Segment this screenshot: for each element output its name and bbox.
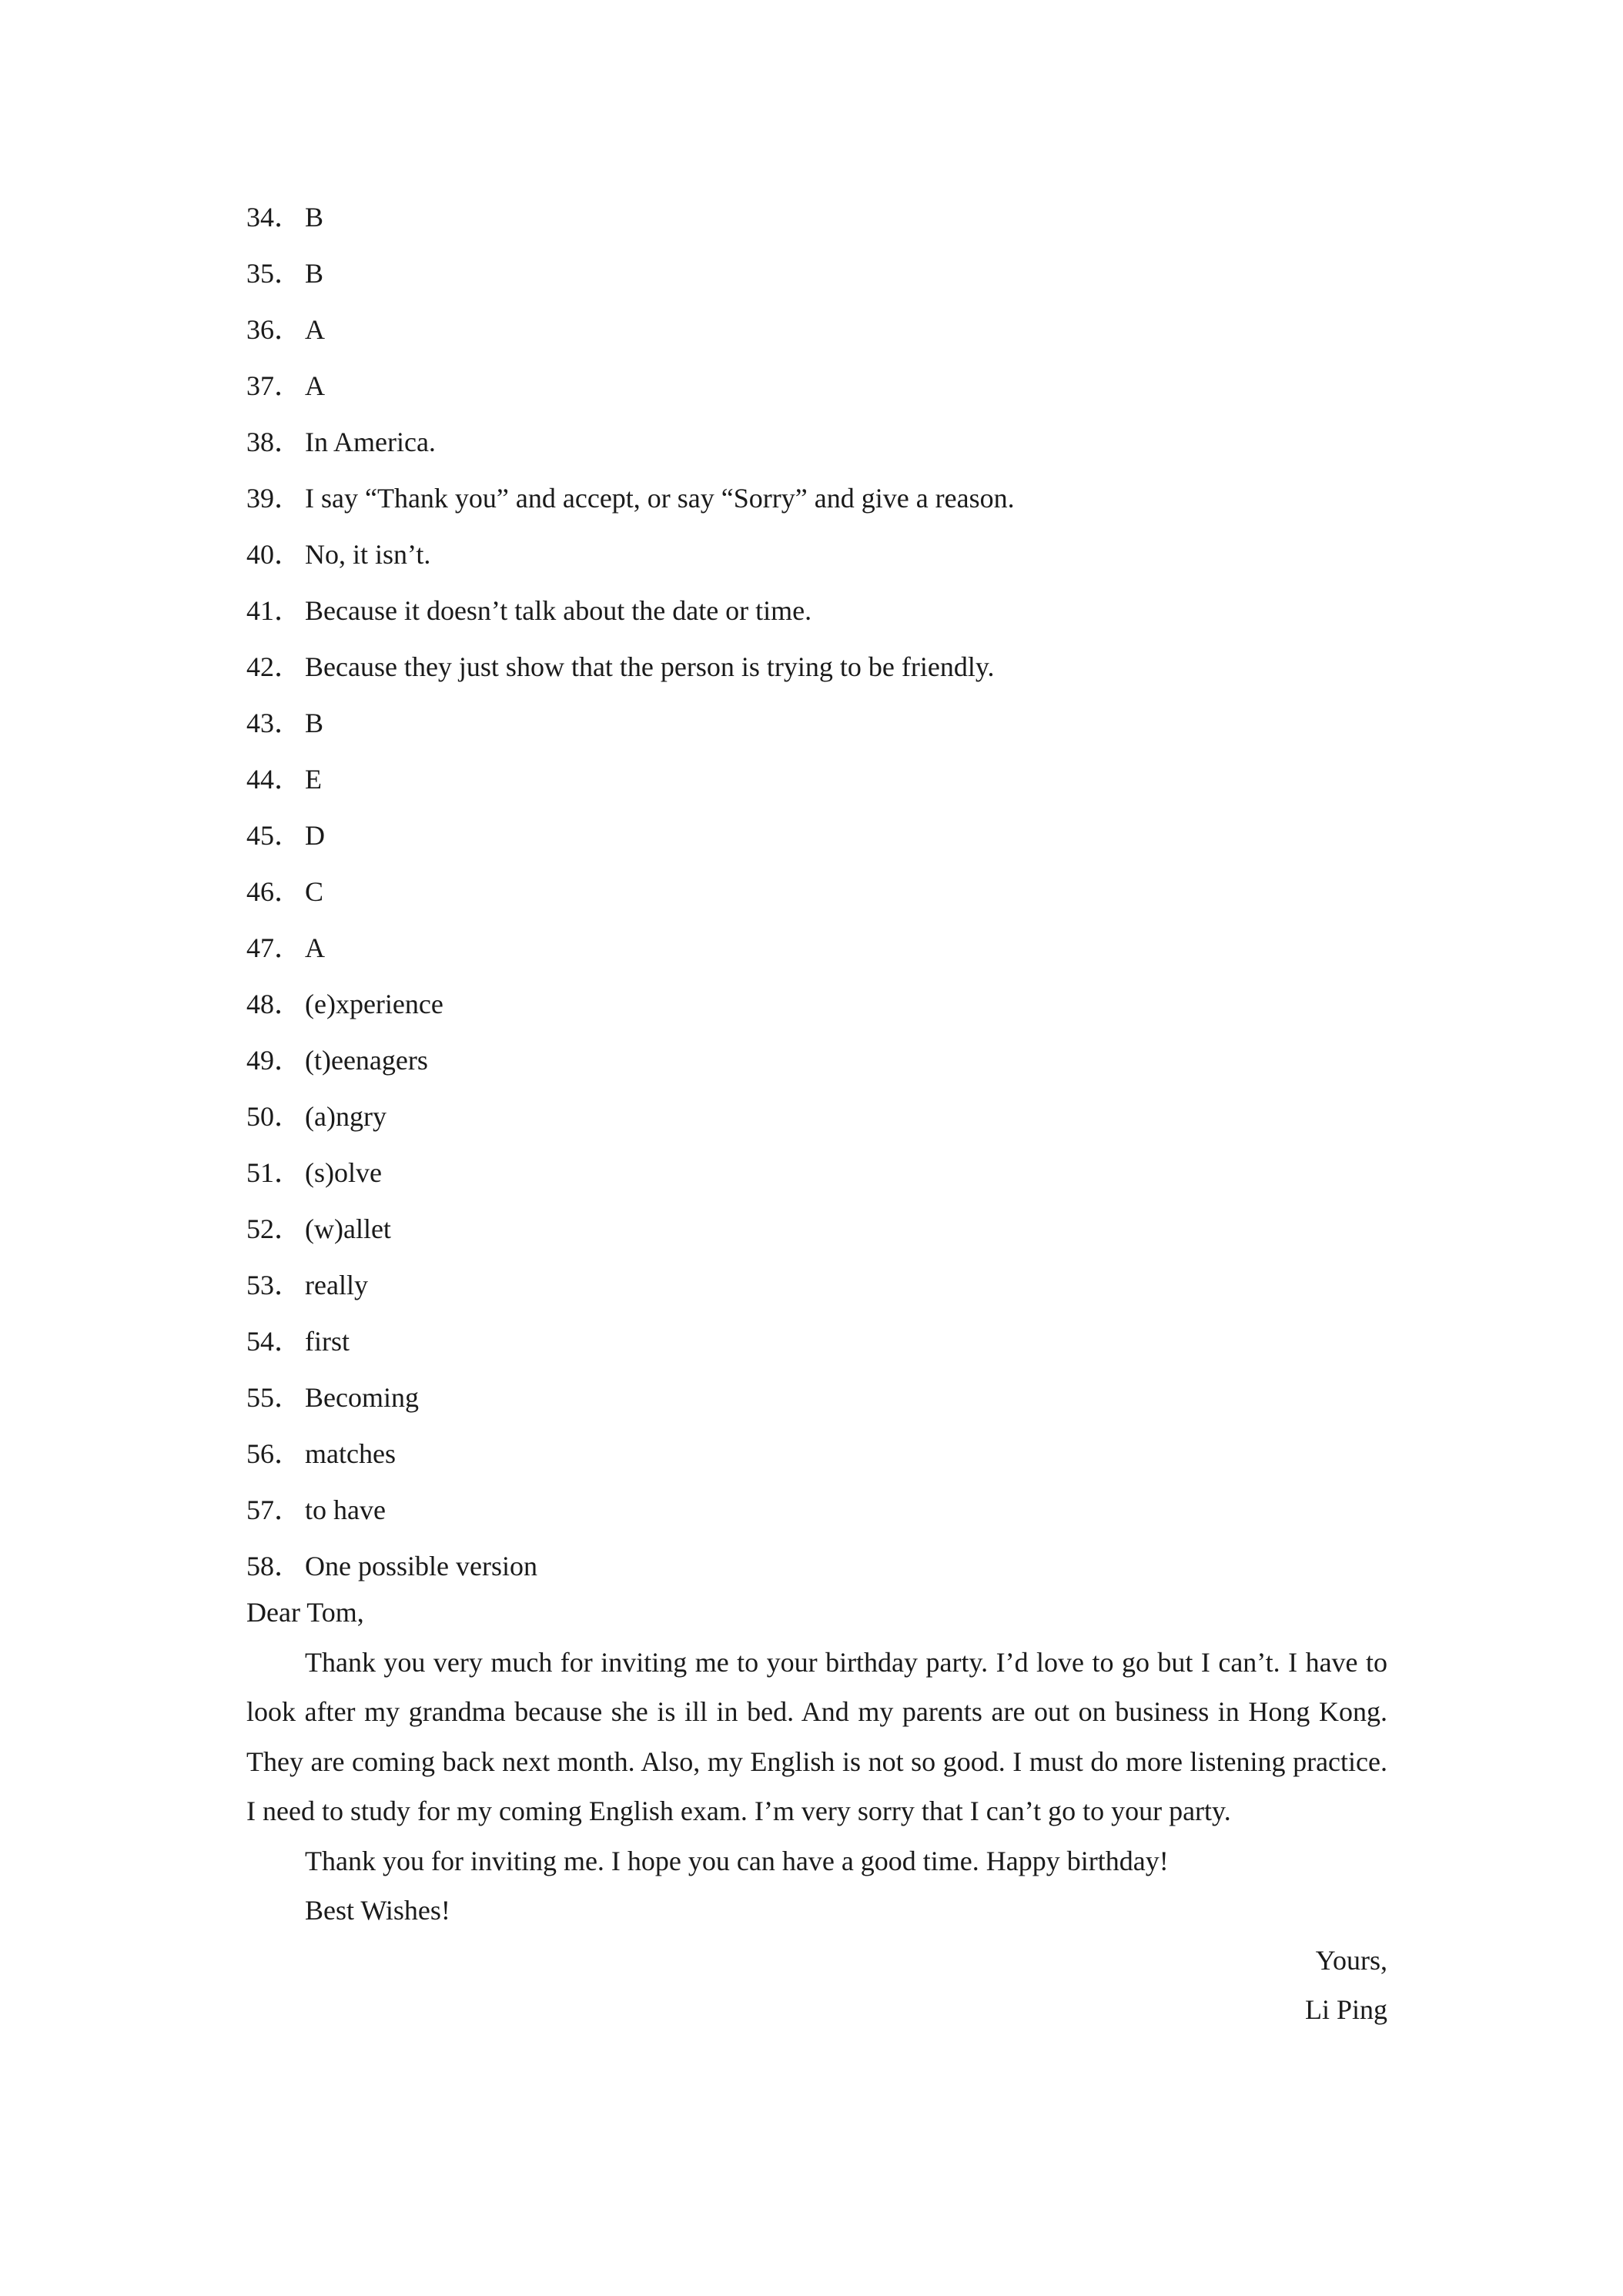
answer-text: A <box>305 370 325 401</box>
answer-number: 35． <box>246 258 303 289</box>
answer-number: 54． <box>246 1326 303 1357</box>
answer-number: 45． <box>246 820 303 851</box>
answer-text: really <box>305 1270 368 1300</box>
answer-number: 41． <box>246 595 303 626</box>
letter-thanks-paragraph: Thank you for inviting me. I hope you can have a good time. Happy birthday! <box>305 1845 1169 1876</box>
answer-number: 38． <box>246 427 303 457</box>
answer-item <box>246 1207 1401 1263</box>
answer-item <box>246 308 1401 364</box>
answer-text: A <box>305 314 325 345</box>
answer-number: 44． <box>246 764 303 795</box>
answer-text: Because they just show that the person is trying to be friendly. <box>305 651 995 682</box>
answer-item <box>246 533 1401 589</box>
answer-text: (w)allet <box>305 1213 391 1244</box>
answer-text: D <box>305 820 325 851</box>
answer-number: 47． <box>246 932 303 963</box>
answer-item <box>246 364 1401 420</box>
answer-number: 37． <box>246 370 303 401</box>
answer-text: (t)eenagers <box>305 1045 428 1076</box>
answer-item <box>246 252 1401 308</box>
answer-number: 55． <box>246 1382 303 1413</box>
answer-item <box>246 420 1401 477</box>
answer-text: (e)xperience <box>305 989 443 1019</box>
answer-item <box>246 870 1401 926</box>
answer-number: 34． <box>246 202 303 233</box>
answer-item <box>246 1376 1401 1432</box>
answer-number: 42． <box>246 651 303 682</box>
answer-number: 39． <box>246 483 303 514</box>
answer-item <box>246 926 1401 982</box>
answer-number: 36． <box>246 314 303 345</box>
answer-text: C <box>305 876 324 907</box>
answer-item <box>246 589 1401 645</box>
answer-number: 46． <box>246 876 303 907</box>
answer-number: 50． <box>246 1101 303 1132</box>
answer-item <box>246 982 1401 1039</box>
answer-text: B <box>305 258 324 289</box>
answer-text: B <box>305 708 324 738</box>
answer-number: 57． <box>246 1494 303 1525</box>
letter-signature: Li Ping <box>1304 1994 1387 2025</box>
answer-text: I say “Thank you” and accept, or say “Sorry” and give a reason. <box>305 483 1015 514</box>
answer-item <box>246 1095 1401 1151</box>
answer-number: 53． <box>246 1270 303 1300</box>
sample-letter <box>246 1588 1387 2035</box>
answer-item <box>246 1488 1401 1545</box>
answer-text: One possible version <box>305 1551 537 1581</box>
answer-number: 56． <box>246 1438 303 1469</box>
answer-text: No, it isn’t. <box>305 539 431 570</box>
answer-number: 43． <box>246 708 303 738</box>
answer-item <box>246 477 1401 533</box>
answer-text: matches <box>305 1438 396 1469</box>
letter-greeting: Dear Tom, <box>246 1597 364 1628</box>
answer-text: first <box>305 1326 350 1357</box>
answer-text: Because it doesn’t talk about the date or time. <box>305 595 812 626</box>
answer-number: 52． <box>246 1213 303 1244</box>
answer-item <box>246 1432 1401 1488</box>
answer-item <box>246 758 1401 814</box>
letter-body-paragraph: Thank you very much for inviting me to your birthday party. I’d love to go but I can’t. I have to look after my grandma because she is ill in bed. And my parents are out on business in Hong Kong. They are coming back next month. Also, my English is not so good. I must do more listening practice. I need to study for my coming English exam. I’m very sorry that I can’t go to your party. <box>246 1646 1387 1826</box>
answer-text: E <box>305 764 322 795</box>
answer-text: In America. <box>305 427 436 457</box>
answer-text: B <box>305 202 324 233</box>
answer-item <box>246 1151 1401 1207</box>
letter-wishes: Best Wishes! <box>305 1895 450 1926</box>
answer-item <box>246 1263 1401 1320</box>
answer-item <box>246 645 1401 701</box>
answer-text: to have <box>305 1494 386 1525</box>
answer-item <box>246 814 1401 870</box>
answer-number: 49． <box>246 1045 303 1076</box>
answer-item <box>246 701 1401 758</box>
answer-number: 40． <box>246 539 303 570</box>
answer-item <box>246 1039 1401 1095</box>
answer-number: 48． <box>246 989 303 1019</box>
answer-item <box>246 1320 1401 1376</box>
answer-text: (s)olve <box>305 1157 382 1188</box>
answer-list <box>246 196 1401 1601</box>
answer-text: Becoming <box>305 1382 419 1413</box>
answer-text: (a)ngry <box>305 1101 387 1132</box>
answer-item <box>246 196 1401 252</box>
answer-text: A <box>305 932 325 963</box>
answer-number: 58． <box>246 1551 303 1581</box>
letter-sign-off: Yours, <box>1315 1944 1387 1976</box>
answer-number: 51． <box>246 1157 303 1188</box>
